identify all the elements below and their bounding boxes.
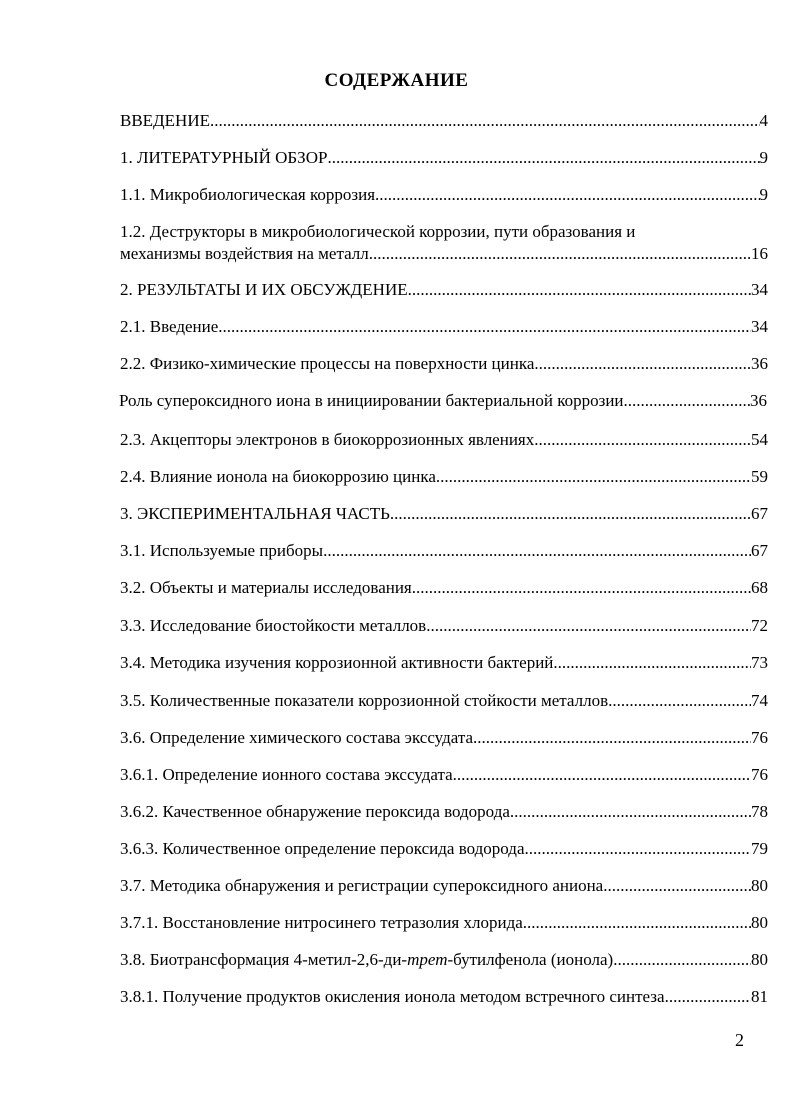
toc-page-number: 9 bbox=[759, 148, 768, 167]
toc-entry-introduction[interactable]: ВВЕДЕНИЕ ..... 4 bbox=[120, 110, 768, 132]
toc-entry[interactable]: 3.8. Биотрансформация 4-метил-2,6-ди-трет-бутилфенола (ионола) ..... 80 bbox=[120, 949, 768, 971]
toc-page-number: 36 bbox=[750, 391, 767, 410]
toc-entry[interactable]: 3.4. Методика изучения коррозионной активности бактерий ..... 73 bbox=[120, 652, 768, 674]
toc-entry[interactable]: 2.2. Физико-химические процессы на поверхности цинка. ..... 36 bbox=[120, 353, 768, 375]
toc-entry[interactable]: 3.6.1. Определение ионного состава экссудата ..... 76 bbox=[120, 764, 768, 786]
toc-page-number: 78 bbox=[751, 802, 768, 821]
toc-entry[interactable]: 3. ЭКСПЕРИМЕНТАЛЬНАЯ ЧАСТЬ ..... 67 bbox=[120, 503, 768, 525]
toc-page-number: 54 bbox=[751, 430, 768, 449]
toc-page-number: 4 bbox=[759, 111, 768, 130]
toc-page-number: 79 bbox=[751, 839, 768, 858]
toc-page-number: 74 bbox=[751, 691, 768, 710]
toc-page-number: 67 bbox=[751, 504, 768, 523]
toc-entry[interactable]: 3.6.2. Качественное обнаружение пероксида водорода ..... 78 bbox=[120, 801, 768, 823]
toc-page-number: 34 bbox=[751, 280, 768, 299]
toc-entry[interactable]: 3.7.1. Восстановление нитросинего тетразолия хлорида ..... 80 bbox=[120, 912, 768, 934]
toc-entry[interactable]: 3.6.3. Количественное определение пероксида водорода ..... 79 bbox=[120, 838, 768, 860]
toc-page-number: 80 bbox=[751, 876, 768, 895]
toc-page-number: 80 bbox=[751, 913, 768, 932]
toc-entry[interactable]: Роль супероксидного иона в инициировании бактериальной коррозии ..... 36 bbox=[119, 390, 767, 412]
toc-entry[interactable]: 3.6. Определение химического состава экссудата ..... 76 bbox=[120, 727, 768, 749]
toc-page-number: 9 bbox=[759, 185, 768, 204]
toc-page-number: 59 bbox=[751, 467, 768, 486]
page-number: 2 bbox=[735, 1030, 744, 1050]
toc-entry[interactable]: 1.1. Микробиологическая коррозия ..... 9 bbox=[120, 184, 768, 206]
toc-entry[interactable]: 2.3. Акцепторы электронов в биокоррозионных явлениях ..... 54 bbox=[120, 429, 768, 451]
toc-entry[interactable]: 3.1. Используемые приборы ..... 67 bbox=[120, 540, 768, 562]
toc-page-number: 80 bbox=[751, 950, 768, 969]
toc-entry[interactable]: 3.8.1. Получение продуктов окисления ионола методом встречного синтеза ..... 81 bbox=[120, 986, 768, 1008]
toc-page-number: 16 bbox=[751, 244, 768, 263]
toc-page-number: 67 bbox=[751, 541, 768, 560]
toc-entry[interactable]: 3.7. Методика обнаружения и регистрации супероксидного аниона ..... 80 bbox=[120, 875, 768, 897]
toc-entry[interactable]: 3.3. Исследование биостойкости металлов ..... 72 bbox=[120, 615, 768, 637]
toc-page-number: 68 bbox=[751, 578, 768, 597]
toc-page-number: 76 bbox=[751, 765, 768, 784]
toc-entry[interactable]: 1. ЛИТЕРАТУРНЫЙ ОБЗОР ..... 9 bbox=[120, 147, 768, 169]
toc-entry[interactable]: 2.4. Влияние ионола на биокоррозию цинка ..... 59 bbox=[120, 466, 768, 488]
toc-page-number: 81 bbox=[751, 987, 768, 1006]
toc-entry[interactable]: 3.2. Объекты и материалы исследования ..... 68 bbox=[120, 577, 768, 599]
toc-page-number: 36 bbox=[751, 354, 768, 373]
toc-entry[interactable]: 2. РЕЗУЛЬТАТЫ И ИХ ОБСУЖДЕНИЕ ..... 34 bbox=[120, 279, 768, 301]
toc-entry-multiline[interactable]: 1.2. Деструкторы в микробиологической коррозии, пути образования и механизмы воздействия на металл ..... 16 bbox=[120, 221, 768, 265]
toc-page-number: 72 bbox=[751, 616, 768, 635]
toc-page-number: 76 bbox=[751, 728, 768, 747]
toc-entry[interactable]: 3.5. Количественные показатели коррозионной стойкости металлов ..... 74 bbox=[120, 690, 768, 712]
page-title: СОДЕРЖАНИЕ bbox=[324, 70, 469, 91]
toc-page-number: 73 bbox=[751, 653, 768, 672]
toc-page-number: 34 bbox=[751, 317, 768, 336]
toc-entry[interactable]: 2.1. Введение ..... 34 bbox=[120, 316, 768, 338]
